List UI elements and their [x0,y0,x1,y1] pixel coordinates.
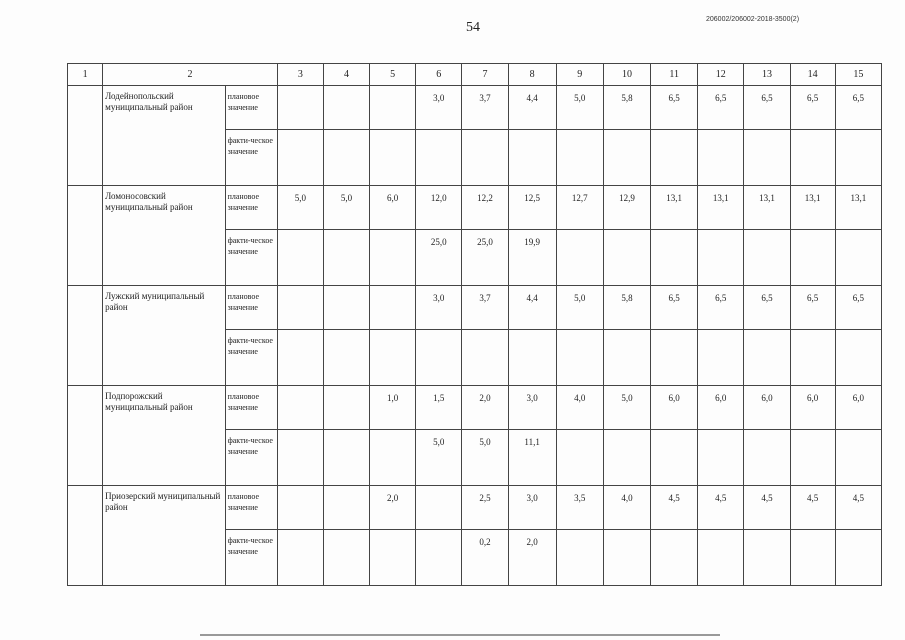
table-cell: 12,9 [603,186,650,230]
column-header: 7 [462,64,508,86]
column-header: 2 [103,64,278,86]
table-cell [835,330,881,386]
value-type-label: факти-ческое значение [225,530,277,586]
table-cell [835,530,881,586]
column-header: 1 [68,64,103,86]
table-cell [416,486,462,530]
table-cell: 3,5 [556,486,603,530]
table-cell: 13,1 [651,186,698,230]
table-cell [323,386,369,430]
table-cell [651,330,698,386]
header-row [68,64,882,86]
table-cell: 6,0 [370,186,416,230]
indicator-table [67,63,882,586]
table-cell [790,530,835,586]
table-cell [416,330,462,386]
value-type-label: факти-ческое значение [225,430,277,486]
scan-edge-mark [200,634,720,636]
table-cell [277,130,323,186]
table-cell [370,430,416,486]
table-cell: 6,5 [651,286,698,330]
value-type-label: плановое значение [225,386,277,430]
table-cell: 3,0 [508,486,556,530]
value-type-label: факти-ческое значение [225,330,277,386]
table-cell: 2,5 [462,486,508,530]
table-cell: 6,0 [835,386,881,430]
table-cell [277,330,323,386]
row-index-cell [68,86,103,186]
table-cell [651,230,698,286]
table-cell: 5,0 [556,86,603,130]
table-cell [277,230,323,286]
table-cell [651,130,698,186]
table-cell: 6,5 [744,86,790,130]
table-cell: 13,1 [835,186,881,230]
column-header: 10 [603,64,650,86]
table-cell: 5,0 [323,186,369,230]
table-cell [370,130,416,186]
table-cell: 6,5 [835,286,881,330]
row-index-cell [68,186,103,286]
column-header: 9 [556,64,603,86]
table-cell [370,86,416,130]
table-cell [603,230,650,286]
table-cell [603,330,650,386]
table-row-plan [68,86,882,130]
table-cell [651,530,698,586]
column-header: 6 [416,64,462,86]
table-cell [277,486,323,530]
table-cell [790,330,835,386]
table-row-plan [68,386,882,430]
table-cell: 6,0 [651,386,698,430]
table-cell: 12,0 [416,186,462,230]
table-cell: 4,5 [744,486,790,530]
district-name: Лужский муниципальный район [103,286,225,386]
table-cell: 5,0 [277,186,323,230]
table-cell: 6,5 [698,286,744,330]
table-cell: 3,0 [416,86,462,130]
table-cell: 6,0 [790,386,835,430]
table-cell [744,230,790,286]
table-cell [508,330,556,386]
value-type-label: плановое значение [225,186,277,230]
table-cell [323,86,369,130]
table-cell: 4,5 [790,486,835,530]
table-cell: 13,1 [698,186,744,230]
table-cell: 6,0 [698,386,744,430]
page-number: 54 [466,20,480,35]
table-cell: 6,0 [744,386,790,430]
table-cell [603,130,650,186]
table-cell [698,230,744,286]
table-cell [698,430,744,486]
district-name: Приозерский муниципальный район [103,486,225,586]
table-row-plan [68,186,882,230]
table-cell: 3,0 [416,286,462,330]
column-header: 4 [323,64,369,86]
table-cell: 3,7 [462,86,508,130]
row-index-cell [68,486,103,586]
column-header: 3 [277,64,323,86]
table-cell: 5,0 [603,386,650,430]
document-code: 206002/206002-2018-3500(2) [706,16,800,23]
column-header: 12 [698,64,744,86]
value-type-label: плановое значение [225,86,277,130]
table-cell: 6,5 [744,286,790,330]
table-row-plan [68,286,882,330]
table-cell [790,430,835,486]
table-cell [277,86,323,130]
column-header: 13 [744,64,790,86]
table-cell: 6,5 [698,86,744,130]
table-cell [416,130,462,186]
table-cell: 6,5 [651,86,698,130]
table-cell: 5,8 [603,286,650,330]
table-cell: 5,0 [462,430,508,486]
table-cell [835,130,881,186]
table-cell: 19,9 [508,230,556,286]
table-cell: 5,0 [556,286,603,330]
table-cell: 3,7 [462,286,508,330]
table-cell [416,530,462,586]
table-cell [603,530,650,586]
table-cell [508,130,556,186]
table-cell: 12,5 [508,186,556,230]
table-cell [323,286,369,330]
column-header: 15 [835,64,881,86]
table-cell [323,230,369,286]
table-cell [462,130,508,186]
table-cell: 4,5 [698,486,744,530]
table-cell [698,530,744,586]
value-type-label: плановое значение [225,286,277,330]
table-cell: 13,1 [744,186,790,230]
table-cell: 4,4 [508,286,556,330]
table-cell [277,530,323,586]
value-type-label: плановое значение [225,486,277,530]
table-cell [790,130,835,186]
table-cell [370,286,416,330]
table-cell [744,430,790,486]
table-cell [277,386,323,430]
table-cell [370,330,416,386]
table-cell: 3,0 [508,386,556,430]
value-type-label: факти-ческое значение [225,130,277,186]
table-cell: 5,0 [416,430,462,486]
table-cell [744,330,790,386]
table-cell: 2,0 [462,386,508,430]
district-name: Ломоносовский муниципальный район [103,186,225,286]
table-cell [323,330,369,386]
table-cell: 1,5 [416,386,462,430]
table-cell [277,430,323,486]
row-index-cell [68,386,103,486]
table-cell: 0,2 [462,530,508,586]
table-cell [790,230,835,286]
table-cell [744,530,790,586]
column-header: 5 [370,64,416,86]
table-cell: 11,1 [508,430,556,486]
table-row-plan [68,486,882,530]
table-cell [370,530,416,586]
table-cell: 4,5 [835,486,881,530]
table-cell [744,130,790,186]
table-cell [698,130,744,186]
table-cell: 25,0 [462,230,508,286]
table-cell: 4,0 [556,386,603,430]
column-header: 14 [790,64,835,86]
table-cell: 1,0 [370,386,416,430]
table-cell [370,230,416,286]
table-cell: 6,5 [790,86,835,130]
table-cell: 6,5 [835,86,881,130]
table-cell [698,330,744,386]
table-cell [835,230,881,286]
table-cell [277,286,323,330]
district-name: Подпорожский муниципальный район [103,386,225,486]
table-cell [462,330,508,386]
column-header: 8 [508,64,556,86]
table-cell: 13,1 [790,186,835,230]
table-cell: 5,8 [603,86,650,130]
table-cell: 2,0 [508,530,556,586]
table-cell: 4,5 [651,486,698,530]
table-cell [556,530,603,586]
table-cell [323,130,369,186]
table-cell [835,430,881,486]
table-cell [556,430,603,486]
district-name: Лодейнопольский муниципальный район [103,86,225,186]
table-cell [323,530,369,586]
table-cell [556,130,603,186]
table-cell: 4,0 [603,486,650,530]
table-cell: 12,2 [462,186,508,230]
table-cell: 25,0 [416,230,462,286]
row-index-cell [68,286,103,386]
table-cell [603,430,650,486]
table-cell [651,430,698,486]
column-header: 11 [651,64,698,86]
table-cell: 6,5 [790,286,835,330]
table-cell: 4,4 [508,86,556,130]
table-cell [323,486,369,530]
table-cell [556,230,603,286]
table-cell: 12,7 [556,186,603,230]
table-cell: 2,0 [370,486,416,530]
table-cell [323,430,369,486]
table-cell [556,330,603,386]
value-type-label: факти-ческое значение [225,230,277,286]
